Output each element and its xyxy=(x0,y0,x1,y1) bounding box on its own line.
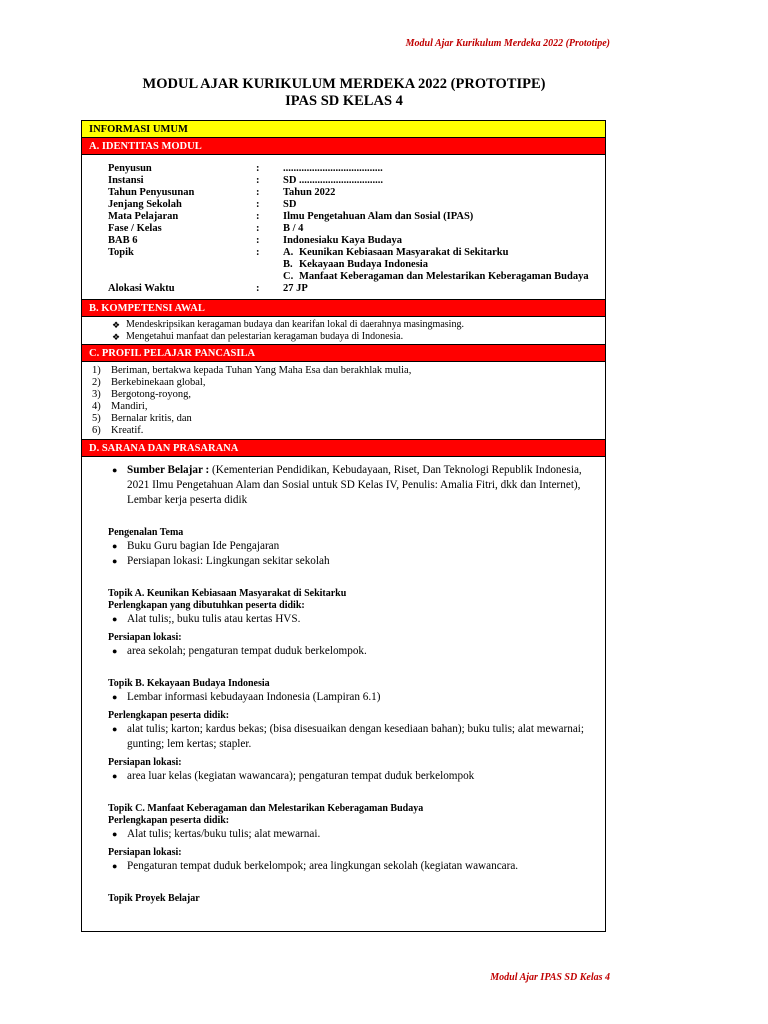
identitas-label: Tahun Penyusunan xyxy=(108,187,195,198)
topik-a-perlengkapan-label: Perlengkapan yang dibutuhkan peserta didik: xyxy=(108,600,305,611)
list-item xyxy=(112,644,585,659)
kompetensi-text: Mengetahui manfaat dan pelestarian keragaman budaya di Indonesia. xyxy=(126,331,404,342)
identitas-row-alokasi xyxy=(108,283,601,295)
profil-section xyxy=(82,362,605,440)
profil-number: 6) xyxy=(92,425,101,436)
topik-a-title: Topik A. Keunikan Kebiasaan Masyarakat di Sekitarku xyxy=(108,588,347,599)
identitas-colon: : xyxy=(256,223,260,234)
alokasi-label: Alokasi Waktu xyxy=(108,283,175,294)
bullet-icon: ● xyxy=(112,614,118,624)
identitas-row xyxy=(108,223,601,235)
list-item-text: Alat tulis;, buku tulis atau kertas HVS. xyxy=(127,613,301,625)
sarana-section xyxy=(82,457,605,905)
identitas-value: B / 4 xyxy=(283,223,304,234)
kompetensi-item xyxy=(112,319,601,331)
sumber-belajar-paragraph xyxy=(127,463,585,508)
list-item xyxy=(112,554,585,569)
profil-item xyxy=(92,377,601,389)
identitas-row-topik xyxy=(108,247,601,283)
topik-text: Manfaat Keberagaman dan Melestarikan Keberagaman Budaya xyxy=(299,271,589,282)
profil-item xyxy=(92,389,601,401)
list-item xyxy=(112,612,585,627)
title-line-1: MODUL AJAR KURIKULUM MERDEKA 2022 (PROTOTIPE) xyxy=(142,76,546,92)
list-item-text: area luar kelas (kegiatan wawancara); pengaturan tempat duduk berkelompok xyxy=(127,770,475,782)
identitas-colon: : xyxy=(256,175,260,186)
bullet-icon: ● xyxy=(112,646,118,656)
list-item xyxy=(112,722,585,752)
list-item-text: Pengaturan tempat duduk berkelompok; area lingkungan sekolah (kegiatan wawancara. xyxy=(127,860,519,872)
identitas-value: Tahun 2022 xyxy=(283,187,336,198)
identitas-row xyxy=(108,187,601,199)
alokasi-value: 27 JP xyxy=(283,283,308,294)
profil-number: 2) xyxy=(92,377,101,388)
topik-list xyxy=(283,247,601,283)
bullet-icon: ● xyxy=(112,556,118,566)
alokasi-colon: : xyxy=(256,283,260,294)
topik-a-lokasi-label: Persiapan lokasi: xyxy=(108,632,182,643)
profil-number: 5) xyxy=(92,413,101,424)
kompetensi-section xyxy=(82,317,605,345)
identitas-row xyxy=(108,235,601,247)
document-title xyxy=(0,76,688,110)
sumber-belajar-text: (Kementerian Pendidikan, Kebudayaan, Riset, Dan Teknologi Republik Indonesia, 2021 Ilmu Pengetahuan Alam dan Sosial untuk SD Kelas IV, Penulis: Amalia Fitri, dkk dan Internet), Lembar kerja peserta didik xyxy=(127,464,582,506)
identitas-row xyxy=(108,175,601,187)
pengenalan-tema-title: Pengenalan Tema xyxy=(108,527,184,538)
profil-text: Beriman, bertakwa kepada Tuhan Yang Maha Esa dan berakhlak mulia, xyxy=(111,365,412,376)
identitas-value: Indonesiaku Kaya Budaya xyxy=(283,235,403,246)
kompetensi-item xyxy=(112,331,601,343)
diamond-bullet-icon: ❖ xyxy=(112,332,121,342)
list-item xyxy=(112,769,585,784)
list-item xyxy=(112,827,585,842)
bullet-icon: ● xyxy=(112,829,118,839)
topik-number: A. xyxy=(283,247,294,258)
identitas-value: SD xyxy=(283,199,297,210)
identitas-colon: : xyxy=(256,187,260,198)
list-item-text: Buku Guru bagian Ide Pengajaran xyxy=(127,540,280,552)
sumber-belajar-label: Sumber Belajar : xyxy=(127,464,210,476)
topik-text: Keunikan Kebiasaan Masyarakat di Sekitarku xyxy=(299,247,509,258)
bullet-icon: ● xyxy=(112,724,118,734)
identitas-label: Mata Pelajaran xyxy=(108,211,179,222)
kompetensi-header: B. KOMPETENSI AWAL xyxy=(82,300,605,317)
topik-item xyxy=(283,271,601,283)
list-item-text: Lembar informasi kebudayaan Indonesia (Lampiran 6.1) xyxy=(127,691,381,703)
running-header: Modul Ajar Kurikulum Merdeka 2022 (Prototipe) xyxy=(405,38,610,49)
topik-number: C. xyxy=(283,271,294,282)
title-line-2: IPAS SD KELAS 4 xyxy=(285,93,403,109)
bullet-icon: ● xyxy=(112,541,118,551)
list-item xyxy=(112,859,585,874)
list-item xyxy=(112,539,585,554)
profil-text: Kreatif. xyxy=(111,425,144,436)
identitas-value: SD ................................ xyxy=(283,175,384,186)
identitas-colon: : xyxy=(256,211,260,222)
identitas-row xyxy=(108,199,601,211)
topik-label: Topik xyxy=(108,247,134,258)
identitas-row xyxy=(108,163,601,175)
topik-item xyxy=(283,259,601,271)
identitas-header: A. IDENTITAS MODUL xyxy=(82,138,605,155)
informasi-umum-header: INFORMASI UMUM xyxy=(82,121,605,138)
profil-text: Mandiri, xyxy=(111,401,148,412)
topik-c-lokasi-label: Persiapan lokasi: xyxy=(108,847,182,858)
profil-header: C. PROFIL PELAJAR PANCASILA xyxy=(82,345,605,362)
profil-text: Berkebinekaan global, xyxy=(111,377,206,388)
topik-b-lokasi-label: Persiapan lokasi: xyxy=(108,757,182,768)
identitas-label: Jenjang Sekolah xyxy=(108,199,182,210)
topik-text: Kekayaan Budaya Indonesia xyxy=(299,259,428,270)
module-table xyxy=(81,120,606,932)
list-item xyxy=(112,690,585,705)
diamond-bullet-icon: ❖ xyxy=(112,320,121,330)
identitas-value: Ilmu Pengetahuan Alam dan Sosial (IPAS) xyxy=(283,211,474,222)
profil-number: 3) xyxy=(92,389,101,400)
topik-b-perlengkapan-label: Perlengkapan peserta didik: xyxy=(108,710,230,721)
topik-c-title: Topik C. Manfaat Keberagaman dan Melestarikan Keberagaman Budaya xyxy=(108,803,424,814)
topik-c-perlengkapan-label: Perlengkapan peserta didik: xyxy=(108,815,230,826)
profil-number: 4) xyxy=(92,401,101,412)
running-footer: Modul Ajar IPAS SD Kelas 4 xyxy=(490,972,610,983)
identitas-label: Instansi xyxy=(108,175,144,186)
identitas-colon: : xyxy=(256,199,260,210)
topik-colon: : xyxy=(256,247,260,258)
identitas-colon: : xyxy=(256,235,260,246)
sumber-belajar-item xyxy=(112,463,585,508)
profil-number: 1) xyxy=(92,365,101,376)
identitas-section xyxy=(82,155,605,300)
identitas-label: Penyusun xyxy=(108,163,152,174)
bullet-icon: ● xyxy=(112,465,118,475)
profil-item xyxy=(92,413,601,425)
bullet-icon: ● xyxy=(112,771,118,781)
list-item-text: alat tulis; karton; kardus bekas; (bisa disesuaikan dengan kesediaan bahan); buku tulis; alat mewarnai; gunting; lem kertas; stapler. xyxy=(127,723,584,750)
identitas-label: Fase / Kelas xyxy=(108,223,162,234)
profil-text: Bernalar kritis, dan xyxy=(111,413,192,424)
profil-text: Bergotong-royong, xyxy=(111,389,192,400)
profil-item xyxy=(92,365,601,377)
profil-item xyxy=(92,425,601,437)
profil-item xyxy=(92,401,601,413)
identitas-value: ...................................... xyxy=(283,163,383,174)
bullet-icon: ● xyxy=(112,692,118,702)
sarana-header: D. SARANA DAN PRASARANA xyxy=(82,440,605,457)
list-item-text: Alat tulis; kertas/buku tulis; alat mewarnai. xyxy=(127,828,321,840)
list-item-text: Persiapan lokasi: Lingkungan sekitar sekolah xyxy=(127,555,330,567)
identitas-row xyxy=(108,211,601,223)
topik-b-title: Topik B. Kekayaan Budaya Indonesia xyxy=(108,678,270,689)
identitas-label: BAB 6 xyxy=(108,235,138,246)
bullet-icon: ● xyxy=(112,861,118,871)
topik-number: B. xyxy=(283,259,293,270)
topik-item xyxy=(283,247,601,259)
identitas-colon: : xyxy=(256,163,260,174)
topik-proyek-title: Topik Proyek Belajar xyxy=(108,893,200,904)
kompetensi-text: Mendeskripsikan keragaman budaya dan kearifan lokal di daerahnya masingmasing. xyxy=(126,319,464,330)
list-item-text: area sekolah; pengaturan tempat duduk berkelompok. xyxy=(127,645,367,657)
